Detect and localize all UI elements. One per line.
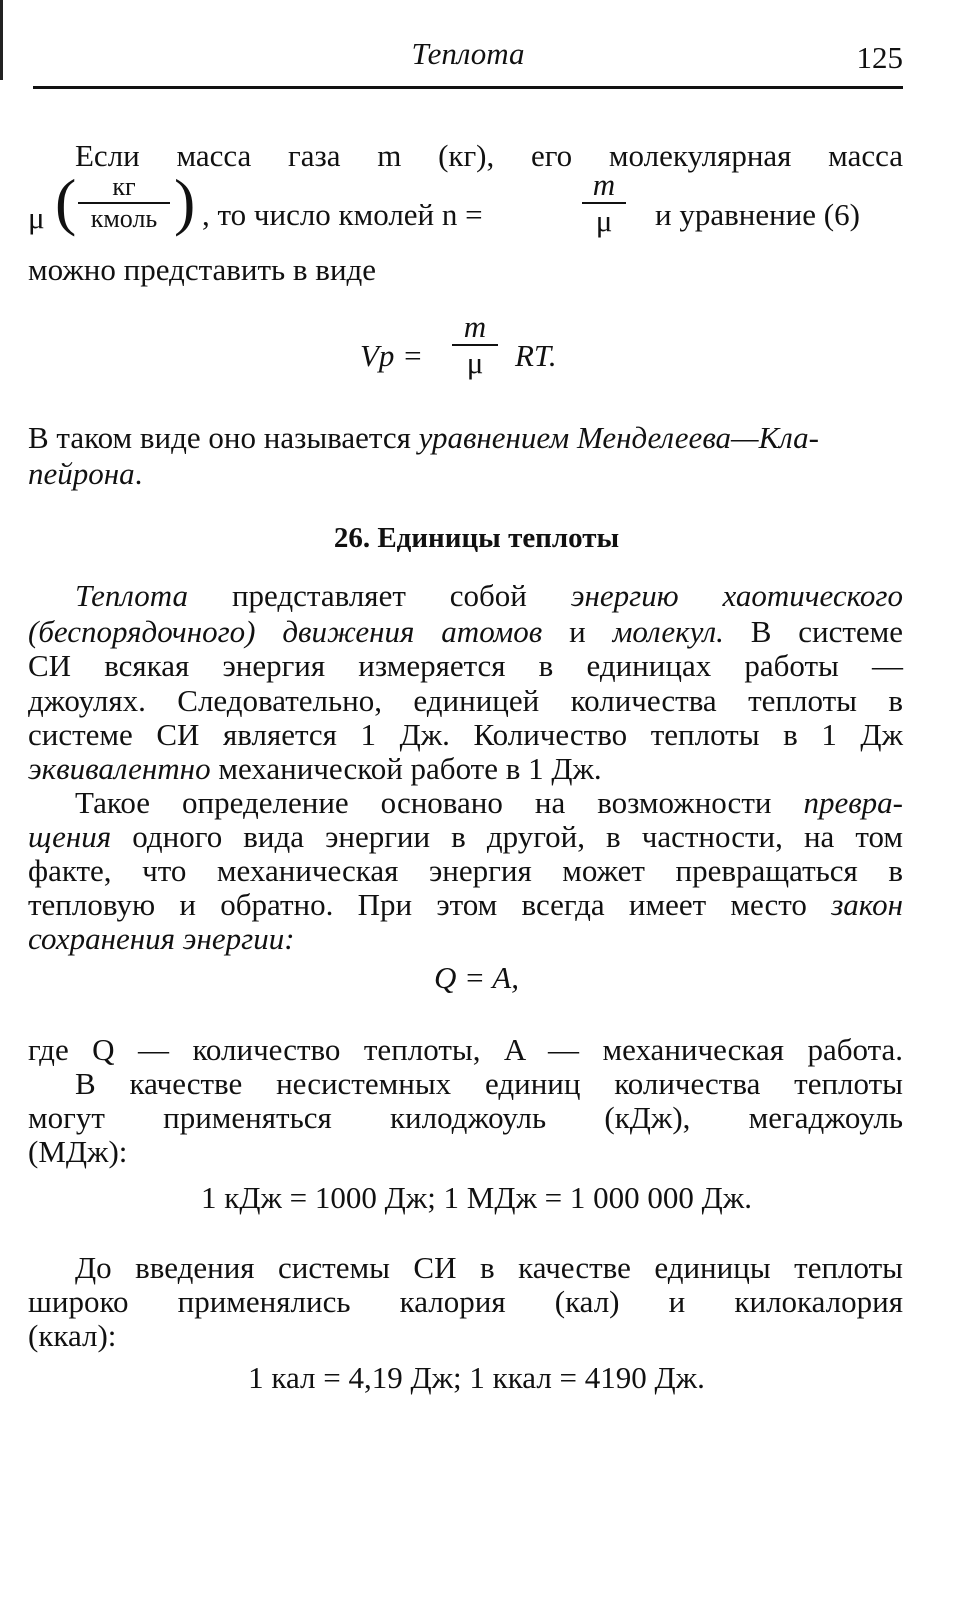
- unit-fraction: [78, 172, 170, 234]
- p1-line-6: [28, 751, 602, 787]
- intro-line-2-mid: , то число кмолей n =: [202, 197, 483, 232]
- p1-text: механической работе в 1 Дж.: [218, 751, 602, 786]
- p3-line: где Q — количество теплоты, A — механическая работа.: [28, 1032, 903, 1067]
- intro-line-3: можно представить в виде: [28, 252, 377, 287]
- p4-line-1: В качестве несистемных единиц количества теплоты: [75, 1066, 903, 1101]
- mendeleev-plain: В таком виде оно называется: [28, 420, 419, 455]
- mendeleev-period: .: [134, 456, 143, 491]
- p1-text: В системе: [750, 614, 904, 649]
- mu-symbol: μ: [28, 200, 45, 235]
- p4-line-2: могут применяться килоджоуль (кДж), мегаджоуль: [28, 1100, 903, 1135]
- formula-1-denominator: μ: [466, 345, 484, 380]
- p2-line-5: сохранения энергии:: [28, 921, 295, 956]
- intro-line-2-end: и уравнение (6): [655, 197, 860, 232]
- p2-term: закон: [831, 887, 903, 922]
- p1-line-2: [28, 614, 903, 650]
- n-fraction: [582, 168, 626, 238]
- formula-2: Q = A,: [434, 960, 519, 995]
- mendeleev-line-2: [28, 456, 142, 492]
- p2-line-3: факте, что механическая энергия может превращаться в: [28, 853, 903, 888]
- mendeleev-italic: уравнением Менделеева—Кла-: [418, 420, 819, 455]
- formula-1-lhs: Vp =: [360, 338, 424, 373]
- right-paren: ): [174, 166, 196, 237]
- page-edge-line: [0, 0, 3, 80]
- p4-line-3: (МДж):: [28, 1134, 128, 1169]
- n-numerator: m: [592, 167, 616, 202]
- p1-text: представляет собой: [231, 578, 527, 613]
- left-paren: (: [55, 166, 77, 237]
- p1-term: энергию хаотического: [570, 578, 904, 613]
- formula-1-rhs: RT.: [515, 338, 557, 373]
- mendeleev-italic-cont: пейрона: [28, 456, 135, 491]
- header-rule: [33, 86, 903, 89]
- p2-text: тепловую и обратно. При этом всегда имеет место: [28, 887, 807, 922]
- p1-line-5: системе СИ является 1 Дж. Количество теплоты в 1 Дж: [28, 717, 903, 752]
- mendeleev-line-1: [28, 420, 819, 456]
- p1-line-4: джоулях. Следовательно, единицей количества теплоты в: [28, 683, 903, 718]
- p2-text: Такое определение основано на возможности: [75, 785, 772, 820]
- page-number: 125: [856, 40, 903, 75]
- p2-line-2: [28, 819, 903, 855]
- p2-line-1: [75, 785, 903, 821]
- formula-1-numerator: m: [463, 309, 487, 344]
- formula-1-fraction: [452, 310, 498, 380]
- intro-line-1: Если масса газа m (кг), его молекулярная масса: [75, 138, 903, 173]
- p1-term: эквивалентно: [28, 751, 211, 786]
- running-title: Теплота: [411, 36, 525, 71]
- p1-term: Теплота: [75, 578, 189, 613]
- p2-line-4: [28, 887, 903, 923]
- p1-line-3: СИ всякая энергия измеряется в единицах работы —: [28, 648, 903, 683]
- p2-term: щения: [28, 819, 112, 854]
- formula-4: 1 кал = 4,19 Дж; 1 ккал = 4190 Дж.: [248, 1360, 705, 1395]
- formula-3: 1 кДж = 1000 Дж; 1 МДж = 1 000 000 Дж.: [201, 1180, 752, 1215]
- p5-line-1: До введения системы СИ в качестве единицы теплоты: [75, 1250, 903, 1285]
- section-heading: 26. Единицы теплоты: [333, 522, 620, 554]
- p1-term: (беспорядочного) движения атомов: [28, 614, 543, 649]
- p5-line-2: широко применялись калория (кал) и килокалория: [28, 1284, 903, 1319]
- p1-text: и: [569, 614, 586, 649]
- unit-numerator: кг: [112, 172, 136, 201]
- p2-text: одного вида энергии в другой, в частности, на том: [132, 819, 904, 854]
- p2-term: превра-: [803, 785, 903, 820]
- p1-term: молекул.: [612, 614, 724, 649]
- n-denominator: μ: [595, 203, 613, 238]
- p5-line-3: (ккал):: [28, 1318, 117, 1353]
- unit-denominator: кмоль: [90, 204, 158, 233]
- p1-line-1: [75, 578, 903, 614]
- running-header: [33, 28, 903, 88]
